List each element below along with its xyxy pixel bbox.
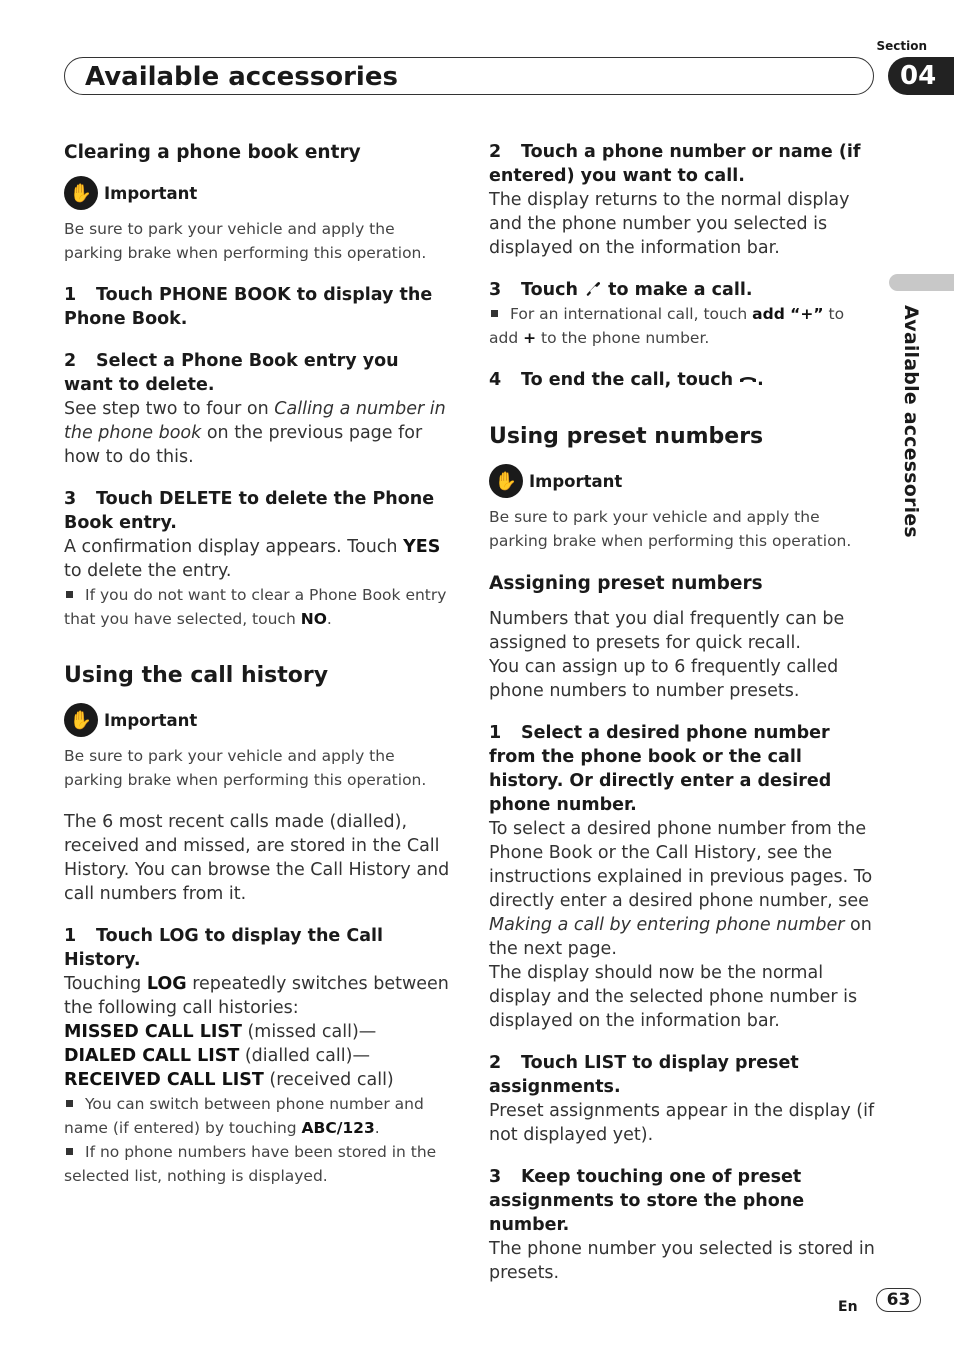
paragraph: Numbers that you dial frequently can be assigned to presets for quick recall.	[489, 609, 845, 653]
important-note: Be sure to park your vehicle and apply the parking brake when performing this operation.	[64, 220, 427, 262]
important-label: Important	[104, 183, 198, 203]
important-label: Important	[104, 710, 198, 730]
section-number: 04	[888, 57, 954, 95]
left-column	[64, 140, 452, 1188]
bullet-item: For an international call, touch add “+” to add + to the phone number.	[489, 305, 845, 347]
footer-language: En	[838, 1299, 858, 1315]
hand-stop-icon: ✋	[64, 176, 98, 210]
step: 2 Select a Phone Book entry you want to delete.	[64, 351, 399, 395]
important-box	[64, 176, 452, 210]
step: 1 Touch LOG to display the Call History.	[64, 926, 384, 970]
hand-stop-icon: ✋	[489, 464, 523, 498]
hand-stop-icon: ✋	[64, 703, 98, 737]
history-list-item: DIALED CALL LIST (dialled call)—	[64, 1046, 370, 1066]
step: 3 Touch to make a call.	[489, 280, 753, 300]
side-tab-marker	[889, 274, 954, 291]
history-list-item: MISSED CALL LIST (missed call)—	[64, 1022, 377, 1042]
section-label: Section	[876, 39, 927, 53]
header-box	[64, 57, 874, 95]
step-body: The display should now be the normal display and the selected phone number is displayed on the information bar.	[489, 963, 858, 1031]
paragraph: You can assign up to 6 frequently called phone numbers to number presets.	[489, 657, 839, 701]
step-body: A confirmation display appears. Touch YES to delete the entry.	[64, 537, 441, 581]
important-note: Be sure to park your vehicle and apply the parking brake when performing this operation.	[64, 747, 427, 789]
history-list-item: RECEIVED CALL LIST (received call)	[64, 1070, 394, 1090]
right-column	[489, 140, 877, 1303]
page-title: Available accessories	[85, 62, 398, 92]
important-box	[489, 464, 877, 498]
step: 3 Keep touching one of preset assignments to store the phone number.	[489, 1167, 805, 1235]
hang-up-icon	[739, 374, 757, 386]
heading-clearing: Clearing a phone book entry	[64, 142, 361, 163]
bullet-item: If no phone numbers have been stored in the selected list, nothing is displayed.	[64, 1143, 437, 1185]
step: 2 Touch a phone number or name (if entered) you want to call.	[489, 142, 861, 186]
important-note: Be sure to park your vehicle and apply the parking brake when performing this operation.	[489, 508, 852, 550]
bullet-item: You can switch between phone number and name (if entered) by touching ABC/123.	[64, 1095, 424, 1137]
step-body: To select a desired phone number from the Phone Book or the Call History, see the instructions explained in previous pages. To directly enter a desired phone number, see Making a call by entering phone number on the next page.	[489, 819, 873, 959]
important-label: Important	[529, 471, 623, 491]
page-number: 63	[876, 1288, 921, 1312]
step-body: Touching LOG repeatedly switches between the following call histories:	[64, 974, 449, 1018]
step: 4 To end the call, touch .	[489, 370, 764, 390]
heading-preset: Using preset numbers	[489, 424, 764, 449]
step: 1 Touch PHONE BOOK to display the Phone Book.	[64, 285, 433, 329]
phone-handset-icon	[584, 280, 602, 296]
step-body: The display returns to the normal display and the phone number you selected is displayed on the information bar.	[489, 190, 850, 258]
step: 1 Select a desired phone number from the phone book or the call history. Or directly enter a desired phone number.	[489, 723, 832, 815]
step: 2 Touch LIST to display preset assignments.	[489, 1053, 799, 1097]
important-box	[64, 703, 452, 737]
step-body: See step two to four on Calling a number in the phone book on the previous page for how to do this.	[64, 399, 446, 467]
heading-assigning: Assigning preset numbers	[489, 573, 763, 594]
paragraph: The 6 most recent calls made (dialled), received and missed, are stored in the Call History. You can browse the Call History and call numbers from it.	[64, 812, 450, 904]
side-tab-label: Available accessories	[900, 305, 922, 538]
bullet-item: If you do not want to clear a Phone Book entry that you have selected, touch NO.	[64, 586, 447, 628]
step-body: The phone number you selected is stored in presets.	[489, 1239, 875, 1283]
heading-call-history: Using the call history	[64, 663, 329, 688]
step: 3 Touch DELETE to delete the Phone Book entry.	[64, 489, 435, 533]
step-body: Preset assignments appear in the display (if not displayed yet).	[489, 1101, 875, 1145]
